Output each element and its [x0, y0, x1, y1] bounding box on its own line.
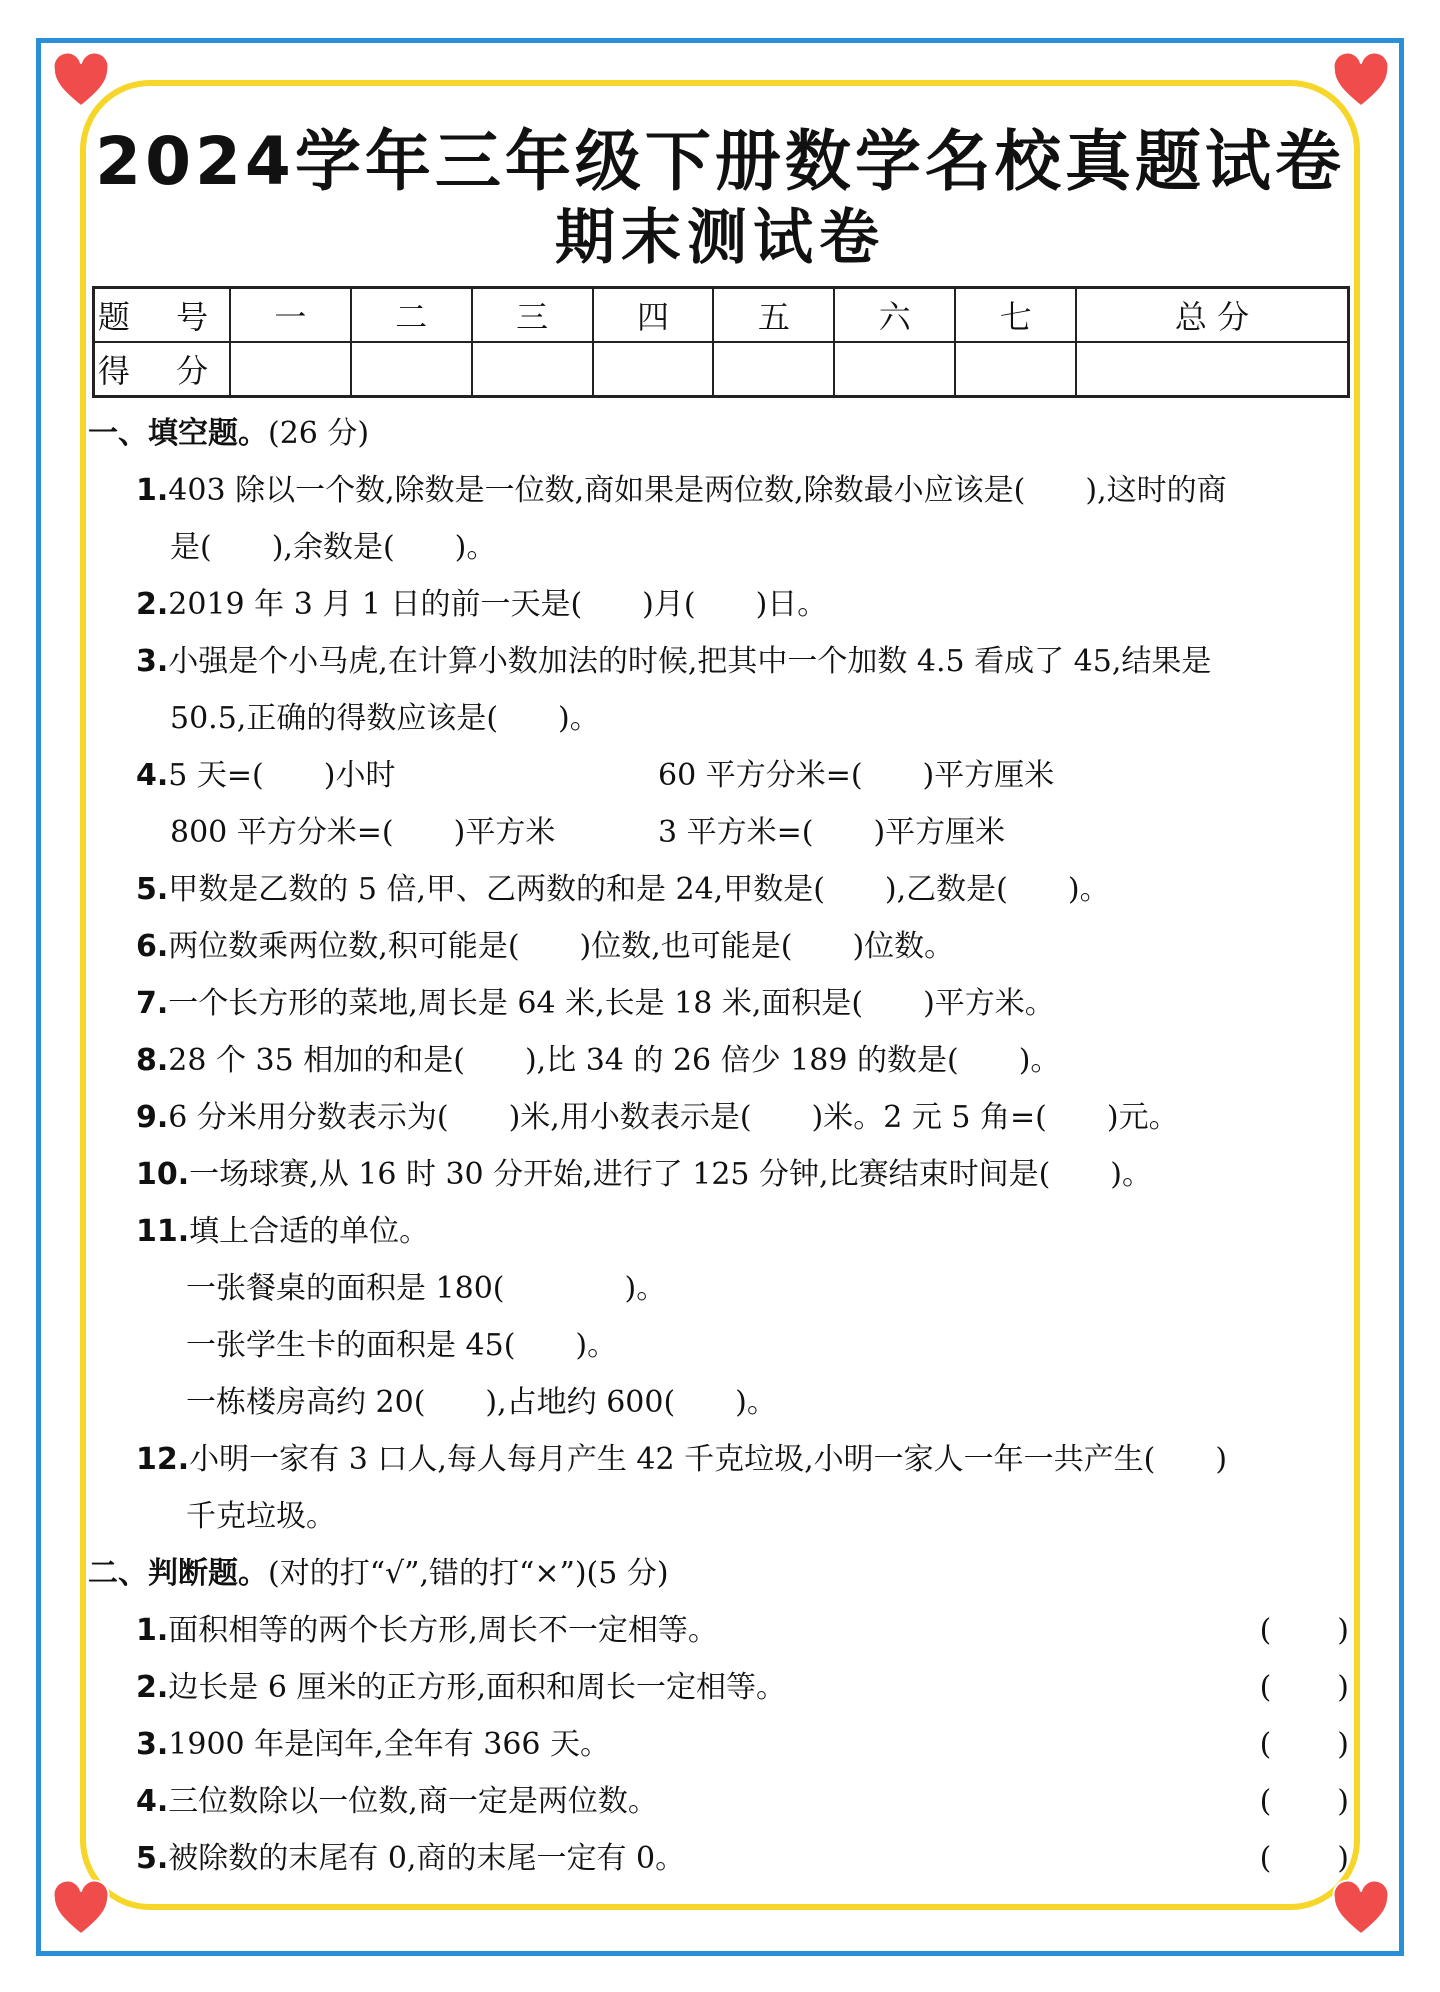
question-1 — [88, 462, 1353, 519]
answer-parentheses: ( ) — [1259, 1613, 1351, 1648]
question-11 — [88, 1203, 1353, 1260]
score-cell — [593, 342, 714, 397]
score-table-score-row — [94, 342, 1349, 397]
question-11-sub — [88, 1374, 1353, 1431]
exam-content — [88, 405, 1353, 1887]
score-cell — [472, 342, 593, 397]
question-text: 两位数乘两位数,积可能是( )位数,也可能是( )位数。 — [168, 929, 955, 964]
question-text: 5 天=( )小时 — [168, 758, 396, 793]
question-number: 4. — [136, 758, 169, 793]
question-text: 面积相等的两个长方形,周长不一定相等。 — [168, 1613, 718, 1648]
score-table-header-row — [94, 288, 1349, 343]
score-table-header-cell: 二 — [351, 288, 472, 343]
section-title: 一、填空题。 — [88, 416, 268, 451]
heart-icon — [1330, 1878, 1392, 1940]
question-text: 一场球赛,从 16 时 30 分开始,进行了 125 分钟,比赛结束时间是( )。 — [189, 1157, 1152, 1192]
question-text: 60 平方分米=( )平方厘米 — [658, 758, 1055, 793]
question-text: 一张学生卡的面积是 45( )。 — [186, 1328, 618, 1363]
question-number: 3. — [136, 1727, 169, 1762]
section-points: (对的打“√”,错的打“×”)(5 分) — [268, 1556, 669, 1591]
question-number: 6. — [136, 929, 169, 964]
judge-item — [88, 1773, 1353, 1830]
answer-parentheses: ( ) — [1259, 1841, 1351, 1876]
question-number: 7. — [136, 986, 169, 1021]
question-11-sub — [88, 1317, 1353, 1374]
question-text: 填上合适的单位。 — [189, 1214, 430, 1249]
question-text: 3 平方米=( )平方厘米 — [658, 815, 1006, 850]
answer-parentheses: ( ) — [1259, 1784, 1351, 1819]
score-cell — [351, 342, 472, 397]
score-cell — [955, 342, 1076, 397]
question-2 — [88, 576, 1353, 633]
question-10 — [88, 1146, 1353, 1203]
score-table-header-cell: 六 — [834, 288, 955, 343]
question-text: 边长是 6 厘米的正方形,面积和周长一定相等。 — [168, 1670, 786, 1705]
question-text: 403 除以一个数,除数是一位数,商如果是两位数,除数最小应该是( ),这时的商 — [168, 473, 1227, 508]
score-table-header-cell: 三 — [472, 288, 593, 343]
section-points: (26 分) — [268, 416, 370, 451]
judge-item — [88, 1716, 1353, 1773]
score-table-header-cell: 四 — [593, 288, 714, 343]
question-9 — [88, 1089, 1353, 1146]
score-cell — [713, 342, 834, 397]
question-number: 12. — [136, 1442, 190, 1477]
judge-item — [88, 1659, 1353, 1716]
question-3 — [88, 633, 1353, 690]
score-table-header-cell: 七 — [955, 288, 1076, 343]
question-text: 小明一家有 3 口人,每人每月产生 42 千克垃圾,小明一家人一年一共产生( ) — [189, 1442, 1228, 1477]
question-number: 5. — [136, 872, 169, 907]
question-number: 5. — [136, 1841, 169, 1876]
page-subtitle: 期末测试卷 — [555, 203, 885, 273]
heart-icon — [50, 50, 112, 112]
question-number: 2. — [136, 1670, 169, 1705]
score-cell — [1076, 342, 1348, 397]
question-12 — [88, 1431, 1353, 1488]
question-number: 11. — [136, 1214, 190, 1249]
question-text: 被除数的末尾有 0,商的末尾一定有 0。 — [168, 1841, 686, 1876]
question-text: 1900 年是闰年,全年有 366 天。 — [168, 1727, 611, 1762]
question-text: 一个长方形的菜地,周长是 64 米,长是 18 米,面积是( )平方米。 — [168, 986, 1055, 1021]
section-heading — [88, 405, 1353, 462]
question-text: 6 分米用分数表示为( )米,用小数表示是( )米。2 元 5 角=( )元。 — [168, 1100, 1179, 1135]
question-7 — [88, 975, 1353, 1032]
answer-parentheses: ( ) — [1259, 1670, 1351, 1705]
question-number: 1. — [136, 1613, 169, 1648]
question-text: 2019 年 3 月 1 日的前一天是( )月( )日。 — [168, 587, 828, 622]
heart-icon — [50, 1878, 112, 1940]
section-title: 二、判断题。 — [88, 1556, 268, 1591]
score-table-header-cell: 五 — [713, 288, 834, 343]
question-number: 3. — [136, 644, 169, 679]
question-number: 10. — [136, 1157, 190, 1192]
question-text: 三位数除以一位数,商一定是两位数。 — [168, 1784, 658, 1819]
score-table — [92, 286, 1350, 398]
section-heading — [88, 1545, 1353, 1602]
question-number: 4. — [136, 1784, 169, 1819]
question-number: 2. — [136, 587, 169, 622]
question-6 — [88, 918, 1353, 975]
question-text: 50.5,正确的得数应该是( )。 — [170, 701, 600, 736]
answer-parentheses: ( ) — [1259, 1727, 1351, 1762]
heart-icon — [1330, 50, 1392, 112]
question-text: 甲数是乙数的 5 倍,甲、乙两数的和是 24,甲数是( ),乙数是( )。 — [168, 872, 1110, 907]
score-table-header-cell: 总 分 — [1076, 288, 1348, 343]
question-number: 8. — [136, 1043, 169, 1078]
score-table-header-cell: 一 — [230, 288, 351, 343]
score-cell — [230, 342, 351, 397]
judge-item — [88, 1830, 1353, 1887]
question-4-continued — [88, 804, 1353, 861]
score-row-label: 得 分 — [94, 342, 231, 397]
score-cell — [834, 342, 955, 397]
judge-item — [88, 1602, 1353, 1659]
question-text: 是( ),余数是( )。 — [170, 530, 497, 565]
question-8 — [88, 1032, 1353, 1089]
question-11-sub — [88, 1260, 1353, 1317]
question-text: 一栋楼房高约 20( ),占地约 600( )。 — [186, 1385, 777, 1420]
question-1-continued — [88, 519, 1353, 576]
question-text: 一张餐桌的面积是 180( )。 — [186, 1271, 667, 1306]
question-number: 1. — [136, 473, 169, 508]
score-table-header-cell: 题 号 — [94, 288, 231, 343]
question-5 — [88, 861, 1353, 918]
page-title: 2024学年三年级下册数学名校真题试卷 — [95, 123, 1345, 200]
question-text: 28 个 35 相加的和是( ),比 34 的 26 倍少 189 的数是( )。 — [168, 1043, 1061, 1078]
question-4 — [88, 747, 1353, 804]
question-text: 800 平方分米=( )平方米 — [170, 815, 556, 850]
question-3-continued — [88, 690, 1353, 747]
question-number: 9. — [136, 1100, 169, 1135]
question-text: 千克垃圾。 — [186, 1499, 336, 1534]
question-text: 小强是个小马虎,在计算小数加法的时候,把其中一个加数 4.5 看成了 45,结果是 — [168, 644, 1212, 679]
question-12-continued — [88, 1488, 1353, 1545]
